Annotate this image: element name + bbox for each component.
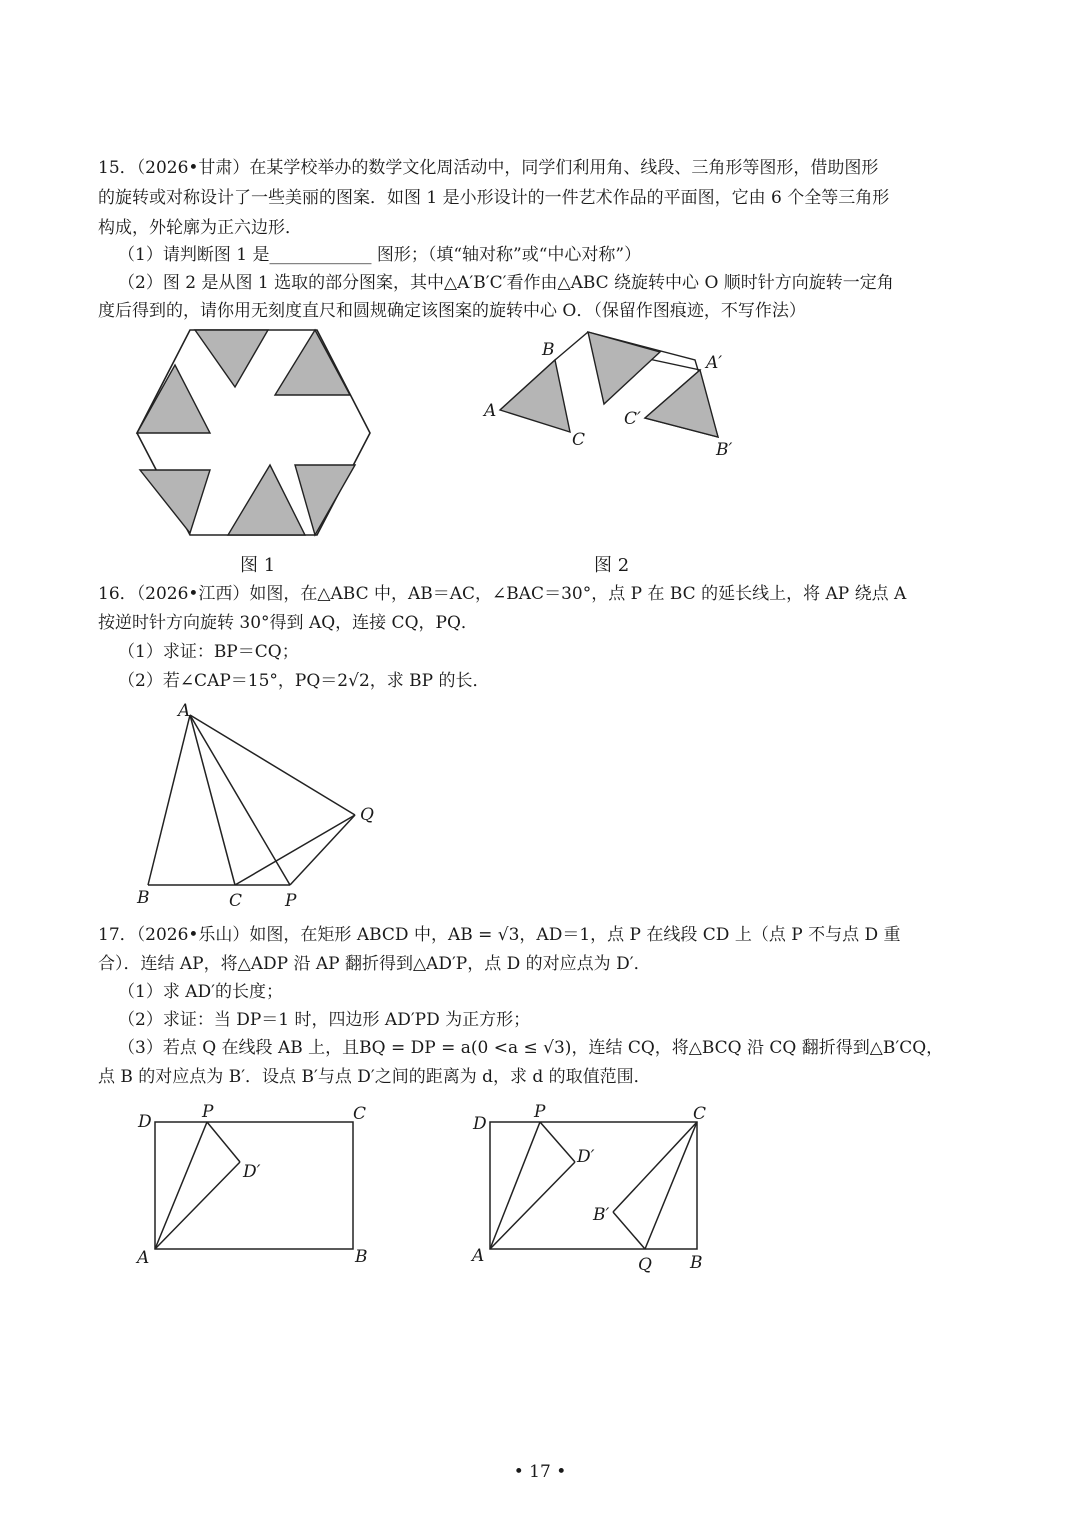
p15-line-1: 15．（2026•甘肃）在某学校举办的数学文化周活动中，同学们利用角、线段、三角形等图形，借助图形 [98, 158, 879, 178]
p15-line-3: 构成，外轮廓为正六边形． [98, 218, 302, 238]
fig2-label-A: A [484, 401, 497, 421]
p17-fig1-label-D-prime: D′ [243, 1162, 261, 1182]
p17-fig2-label-B-prime: B′ [593, 1205, 610, 1225]
p17-fig2-label-P: P [534, 1102, 546, 1122]
fig2-label-C: C [572, 430, 586, 450]
p17-fig2-label-B: B [690, 1253, 703, 1273]
p17-question-2: （2）求证：当 DP＝1 时，四边形 AD′PD 为正方形； [118, 1010, 531, 1030]
p17-fig1-label-P: P [202, 1102, 214, 1122]
p15-question-1: （1）请判断图 1 是____________ 图形；（填“轴对称”或“中心对称”） [118, 245, 642, 265]
p17-fig2-label-C: C [693, 1104, 707, 1124]
p15-question-2b: 度后得到的，请你用无刻度直尺和圆规确定该图案的旋转中心 O．（保留作图痕迹，不写作法） [98, 301, 806, 321]
p16-label-C: C [229, 891, 243, 911]
p17-question-1: （1）求 AD′的长度； [118, 982, 283, 1002]
p17-fig1-label-A: A [137, 1248, 150, 1268]
p15-figure-1-hexagon [130, 322, 370, 542]
page-number: • 17 • [513, 1462, 567, 1482]
p16-line-1: 16．（2026•江西）如图，在△ABC 中，AB＝AC，∠BAC＝30°，点 P 在 BC 的延长线上，将 AP 绕点 A [98, 584, 907, 604]
p17-fig2-label-D-prime: D′ [577, 1147, 595, 1167]
p17-fig1-label-C: C [353, 1104, 367, 1124]
p16-label-B: B [137, 888, 150, 908]
p17-figure-1 [130, 1095, 380, 1270]
p17-fig2-label-A: A [472, 1246, 485, 1266]
p15-line-2: 的旋转或对称设计了一些美丽的图案．如图 1 是小形设计的一件艺术作品的平面图，它由 6 个全等三角形 [98, 188, 890, 208]
fig2-label-B: B [542, 340, 555, 360]
p16-figure [130, 698, 380, 913]
p16-label-A: A [178, 701, 191, 721]
p15-figure-1-caption: 图 1 [240, 555, 276, 576]
p17-question-3a: （3）若点 Q 在线段 AB 上，且BQ = DP = a(0 <a ≤ √3)，连结 CQ，将△BCQ 沿 CQ 翻折得到△B′CQ， [118, 1038, 944, 1058]
p17-line-2: 合）．连结 AP，将△ADP 沿 AP 翻折得到△AD′P，点 D 的对应点为 D′． [98, 954, 651, 974]
p16-label-Q: Q [360, 805, 374, 825]
p16-line-2: 按逆时针方向旋转 30°得到 AQ，连接 CQ，PQ． [98, 613, 478, 633]
p15-figure-2 [480, 330, 740, 460]
fig2-label-C-prime: C′ [624, 409, 641, 429]
p17-fig1-label-B: B [355, 1247, 368, 1267]
fig2-label-B-prime: B′ [716, 440, 733, 460]
fig2-label-A-prime: A′ [706, 353, 723, 373]
p17-line-1: 17．（2026•乐山）如图，在矩形 ABCD 中，AB = √3，AD＝1，点 P 在线段 CD 上（点 P 不与点 D 重 [98, 925, 901, 945]
p16-question-1: （1）求证：BP＝CQ； [118, 642, 299, 662]
p17-figure-2 [465, 1095, 715, 1275]
p16-question-2: （2）若∠CAP＝15°，PQ＝2√2，求 BP 的长． [118, 671, 490, 691]
p15-question-2a: （2）图 2 是从图 1 选取的部分图案，其中△A′B′C′看作由△ABC 绕旋转中心 O 顺时针方向旋转一定角 [118, 273, 894, 293]
p17-fig1-label-D: D [138, 1112, 152, 1132]
p15-figure-2-caption: 图 2 [594, 555, 630, 576]
p17-fig2-label-D: D [473, 1114, 487, 1134]
p17-question-3b: 点 B 的对应点为 B′．设点 B′与点 D′之间的距离为 d，求 d 的取值范围． [98, 1067, 651, 1087]
p17-fig2-label-Q: Q [638, 1255, 652, 1275]
p16-label-P: P [285, 891, 297, 911]
